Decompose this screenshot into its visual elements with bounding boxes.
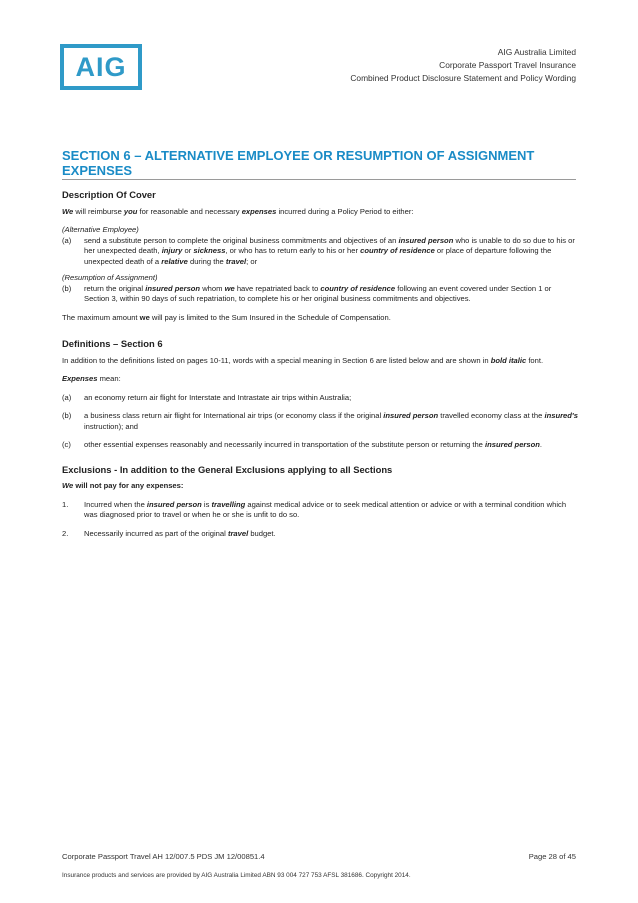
description-heading: Description Of Cover xyxy=(62,189,156,200)
logo-text: AIG xyxy=(75,51,127,82)
exclusions-subheading: We will not pay for any expenses: xyxy=(62,481,184,490)
alternative-employee-heading: (Alternative Employee) xyxy=(62,225,139,234)
definitions-intro: In addition to the definitions listed on pages 10-11, words with a special meaning in Section 6 are listed below and are shown in bold italic font. xyxy=(62,355,544,365)
aig-logo xyxy=(60,44,142,90)
cover-item-b: (b) return the original insured person whom we have repatriated back to country of residence following an event covered under Section 1 or Section 3, within 90 days of such repatriation, to complete his or her original business commitments and objectives. xyxy=(62,283,552,303)
expense-item-a: (a) an economy return air flight for Interstate and Intrastate air trips within Australia; xyxy=(62,392,352,402)
expense-item-b: (b) a business class return air flight for International air trips (or economy class if the original insured person travelled economy class at the insured's instruction); and xyxy=(62,411,578,431)
expense-item-c: (c) other essential expenses reasonably and necessarily incurred in transportation of the substitute person or returning the insured person. xyxy=(62,440,542,449)
company-name: AIG Australia Limited xyxy=(497,47,576,57)
description-intro: We will reimburse you for reasonable and necessary expenses incurred during a Policy Period to either: xyxy=(62,206,414,216)
maximum-amount: The maximum amount we will pay is limited to the Sum Insured in the Schedule of Compensation. xyxy=(62,312,391,322)
cover-item-a: (a) send a substitute person to complete the original business commitments and objectives of an insured person who is unable to do so due to his or her unexpected death, injury or sickness, or who has to return early to his or her country of residence or place of departure following the unexpected death of a relative during the travel; or xyxy=(62,235,575,266)
definitions-heading: Definitions – Section 6 xyxy=(62,338,163,349)
resumption-heading: (Resumption of Assignment) xyxy=(62,273,158,282)
exclusions-heading: Exclusions - In addition to the General Exclusions applying to all Sections xyxy=(62,463,393,475)
exclusion-item-1: 1. Incurred when the insured person is travelling against medical advice or to seek medical attention or advice or with a terminal condition which was diagnosed prior to travel or when he or she is unfit to do so. xyxy=(62,499,567,519)
page-content xyxy=(62,190,578,539)
header-info xyxy=(350,46,576,85)
footer-page-number: Page 28 of 45 xyxy=(528,852,576,861)
exclusion-item-2: 2. Necessarily incurred as part of the original travel budget. xyxy=(62,528,276,538)
product-name: Corporate Passport Travel Insurance xyxy=(439,60,576,70)
footer-document-code: Corporate Passport Travel AH 12/007.5 PDS JM 12/00851.4 xyxy=(62,852,265,861)
document-name: Combined Product Disclosure Statement and Policy Wording xyxy=(350,73,576,83)
footer-legal-notice: Insurance products and services are provided by AIG Australia Limited ABN 93 004 727 753 AFSL 381686. Copyright 2014. xyxy=(62,872,411,879)
expenses-definition: Expenses mean: xyxy=(62,374,121,383)
section-title: SECTION 6 – ALTERNATIVE EMPLOYEE OR RESUMPTION OF ASSIGNMENT EXPENSES xyxy=(62,148,576,180)
